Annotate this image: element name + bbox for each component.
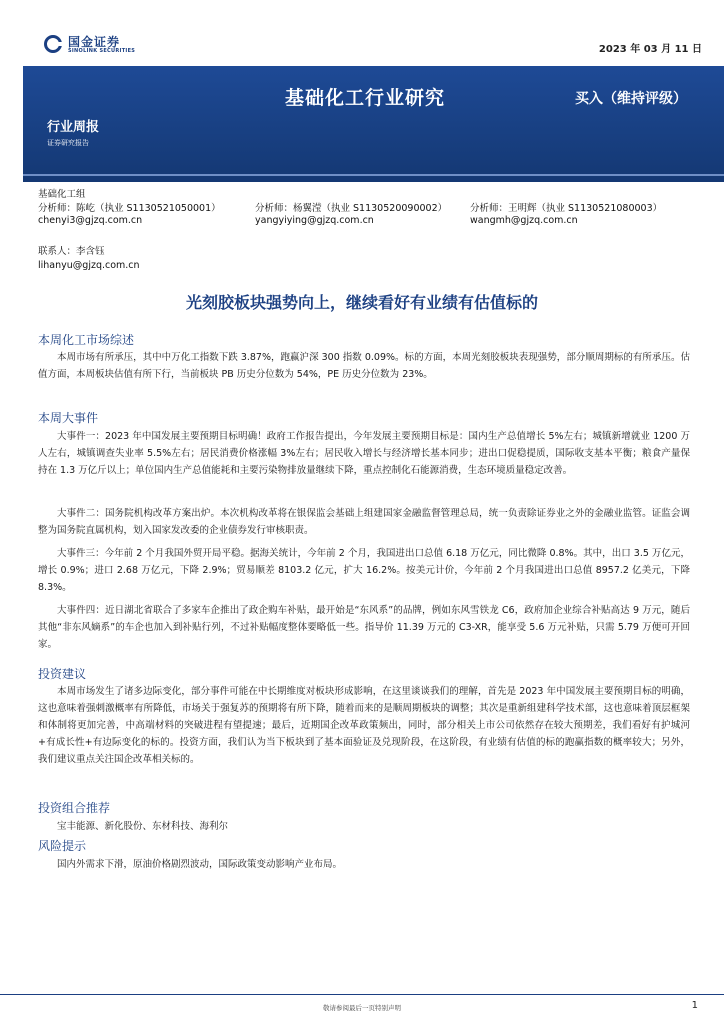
company-logo — [44, 33, 174, 55]
report-title: 基础化工行业研究 — [285, 87, 446, 109]
report-date: 2023 年 03 月 11 日 — [598, 44, 702, 55]
contact-person: 联系人：李含钰 — [38, 246, 105, 257]
logo-text-cn: 国金证券 — [68, 35, 121, 49]
report-headline: 光刻胶板块强势向上，继续看好有业绩有估值标的 — [185, 293, 538, 312]
logo-mark-icon — [44, 35, 62, 53]
analyst-3: 分析师：王明辉（执业 S1130521080003） — [470, 203, 663, 214]
section-title-risk: 风险提示 — [38, 839, 87, 853]
analyst-3-email[interactable]: wangmh@gjzq.com.cn — [470, 215, 578, 226]
analyst-2: 分析师：杨翼滢（执业 S1130520090002） — [255, 203, 448, 214]
analyst-group: 基础化工组 — [38, 189, 86, 200]
advice-paragraph: 本周市场发生了诸多边际变化，部分事件可能在中长期维度对板块形成影响，在这里谈谈我们的理解，首先是 2023 年中国发展主要预期目标的明确，这也意味着强刺激概率有所降低，市场关于强复苏的预期将有所下降，随着而来的是顺周期板块的调整；其次是重新组建科学技术部，这也意味着顶层框架和体制将更加完善，中高端材料的突破进程有望提速；最后，近期国企改革政策频出，同时，部分相关上市公司依然存在较大预期差，我们看好有护城河+有成长性+有边际变化的标的。投资方面，我们认为当下板块到了基本面验证及兑现阶段，在这阶段，有业绩有估值的标的跑赢指数的概率较大；另外，我们建议重点关注国企改革相关标的。 — [38, 686, 690, 765]
footer-notice: 敬请参阅最后一页特别声明 — [323, 1004, 401, 1012]
page-number: 1 — [691, 1000, 698, 1011]
event-paragraph-4: 大事件四：近日湖北省联合了多家车企推出了政企购车补贴，最开始是“东风系”的品牌，例如东风雪铁龙 C6，政府加企业综合补贴高达 9 万元，随后其他“非东风嫡系”的车企也加入到补贴行列，不过补贴幅度整体要略低一些。指导价 11.39 万元的 C3-XR，能享受 5.6 万元补贴，只需 5.79 万便可开回家。 — [38, 605, 690, 650]
portfolio-paragraph: 宝丰能源、新化股份、东材科技、海利尔 — [57, 821, 229, 832]
logo-text-en: SINOLINK SECURITIES — [68, 48, 136, 54]
rating-label: 买入（维持评级） — [575, 91, 687, 107]
report-type: 行业周报 — [47, 120, 100, 135]
section-title-market: 本周化工市场综述 — [38, 333, 135, 347]
event-paragraph-1: 大事件一：2023 年中国发展主要预期目标明确！政府工作报告提出，今年发展主要预期目标是：国内生产总值增长 5%左右；城镇新增就业 1200 万人左右，城镇调查失业率 5.5%左右；居民消费价格涨幅 3%左右；居民收入增长与经济增长基本同步；进出口促稳提质，国际收支基本平衡；粮食产量保持在 1.3 万亿斤以上；单位国内生产总值能耗和主要污染物排放量继续下降，重点控制化石能源消费，生态环境质量稳定改善。 — [38, 431, 690, 476]
risk-paragraph: 国内外需求下滑，原油价格剧烈波动，国际政策变动影响产业布局。 — [57, 859, 343, 870]
banner-divider — [23, 174, 724, 176]
event-paragraph-3: 大事件三：今年前 2 个月我国外贸开局平稳。据海关统计，今年前 2 个月，我国进出口总值 6.18 万亿元，同比微降 0.8%。其中，出口 3.5 万亿元，增长 0.9%；进口 2.68 万亿元，下降 2.9%；贸易顺差 8103.2 亿元，扩大 16.2%。按美元计价，今年前 2 个月我国进出口总值 8957.2 亿美元，下降 8.3%。 — [38, 548, 690, 593]
analyst-1-email[interactable]: chenyi3@gjzq.com.cn — [38, 215, 143, 226]
event-paragraph-2: 大事件二：国务院机构改革方案出炉。本次机构改革将在银保监会基础上组建国家金融监督管理总局，统一负责除证券业之外的金融业监管。证监会调整为国务院直属机构，划入国家发改委的企业债券发行审核职责。 — [38, 508, 690, 536]
analyst-2-email[interactable]: yangyiying@gjzq.com.cn — [255, 215, 374, 226]
section-title-advice: 投资建议 — [38, 667, 87, 681]
section-title-portfolio: 投资组合推荐 — [38, 801, 111, 815]
title-banner — [23, 66, 724, 182]
contact-email[interactable]: lihanyu@gjzq.com.cn — [38, 260, 140, 271]
section-title-events: 本周大事件 — [38, 411, 99, 425]
analyst-1: 分析师：陈屹（执业 S1130521050001） — [38, 203, 221, 214]
report-subtype: 证券研究报告 — [47, 139, 89, 147]
footer-divider — [0, 994, 724, 995]
market-paragraph: 本周市场有所承压，其中中万化工指数下跌 3.87%，跑赢沪深 300 指数 0.09%。标的方面，本周光刻胶板块表现强势，部分顺周期标的有所承压。估值方面，本周板块估值有所下行，当前板块 PB 历史分位数为 54%，PE 历史分位数为 23%。 — [38, 352, 690, 380]
